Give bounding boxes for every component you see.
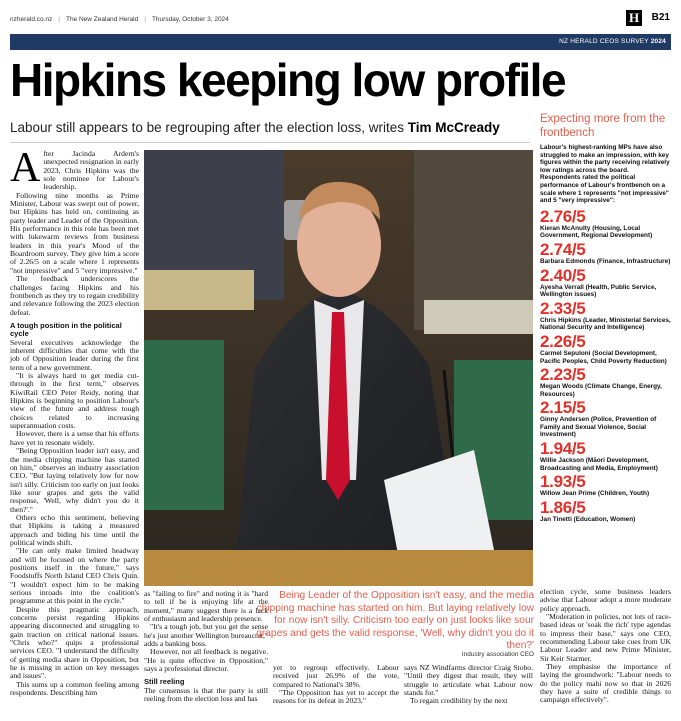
standfirst [10,120,530,136]
score-value: 2.40/5 [540,265,586,285]
score-label: Ginny Andersen (Police, Prevention of Family and Sexual Violence, Social Investment) [540,416,657,439]
score-item [540,241,671,266]
score-label: Kieran McAnulty (Housing, Local Government, Regional Development) [540,224,653,240]
score-item [540,267,671,299]
score-item [540,208,671,240]
byline-author: Tim McCready [407,120,500,135]
issue-date: Thursday, October 3, 2024 [151,15,229,23]
body-paragraph: Others echo this sentiment, believing that Hipkins is taking a measured approach and biding his time until the political winds shift. [10,512,139,547]
body-paragraph: Despite this pragmatic approach, concerns persist regarding Hipkins appearing disconnected and struggling to gain traction on critical national issues. "Chris who?" quips a professional services CEO. "I understand the difficulty of getting media share in Opposition, but he is missing in action on key messages and issues". [10,604,139,681]
pull-quote: Being Leader of the Opposition isn't easy, and the media chipping machine has started on him. But laying relatively low for now isn't silly. Criticism too early on just looks like sour grapes and gets the valid response, 'Well, why didn't you do it then?' [256,590,534,651]
score-item [540,499,671,524]
score-label: Chris Hipkins (Leader, Ministerial Services, National Security and Intelligence) [540,316,671,332]
score-value: 2.76/5 [540,206,586,226]
pull-quote-attribution: Industry association CEO [461,651,534,658]
body-paragraph: says NZ Windfarms director Craig Stobo. "Until they digest that result, they will struggle to articulate what Labour now stands for." [404,663,533,698]
body-paragraph: The feedback underscores the challenges facing Hipkins and his frontbench as they try to regain credibility and relevance following the 2023 election defeat. [10,274,139,317]
score-item [540,300,671,332]
score-value: 2.26/5 [540,331,586,351]
body-paragraph: They emphasise the importance of laying the groundwork: "Labour needs to do the policy mahi now so that in 2026 they have a suite of credible things to campaign effectively". [540,662,671,705]
score-item [540,440,671,472]
article-column-5 [540,588,671,705]
subheading: A tough position in the political cycle [10,320,122,339]
page-header [10,8,670,30]
score-value: 1.86/5 [540,497,586,517]
body-paragraph: election cycle, some business leaders advise that Labour adopt a more moderate policy approach. [540,587,671,613]
header-separator: | [58,15,60,23]
publication-name: The New Zealand Herald [65,15,139,23]
article-column-3 [273,664,399,706]
lead-paragraph [10,145,139,192]
score-value: 2.74/5 [540,239,586,259]
sidebar-title: Expecting more from the frontbench [540,113,666,139]
divider [10,142,530,143]
body-paragraph: "It is always hard to get media cut-through in the first term," observes KiwiRail CEO Peter Reidy, noting that Hipkins is beginning to position Labour's view of the future and address tough choices related to increasing superannuation costs. [10,371,139,431]
page-number: B21 [651,12,670,23]
score-label: Ayesha Verrall (Health, Public Service, Wellington issues) [540,283,657,299]
headline: Hipkins keeping low profile [10,54,566,106]
body-paragraph: This sums up a common feeling among respondents. Describing him [10,679,139,698]
score-item [540,333,671,365]
score-item [540,473,671,498]
body-paragraph: However, not all feedback is negative. "He is quite effective in Opposition," says a professional director. [144,647,268,674]
score-item [540,366,671,398]
score-label: Willie Jackson (Māori Development, Broadcasting and Media, Employment) [540,457,658,472]
article-column-1 [10,145,139,698]
body-paragraph: However, there is a sense that his efforts have yet to resonate widely. [10,429,139,447]
score-label: Carmel Sepuloni (Social Development, Pacific Peoples, Child Poverty Reduction) [540,349,667,365]
survey-banner [10,34,671,50]
standfirst-text: Labour still appears to be regrouping after the election loss, writes [10,120,408,135]
score-label: Jan Tinetti (Education, Women) [540,515,636,523]
survey-year: 2024 [650,38,666,45]
score-item [540,399,671,439]
score-value: 2.33/5 [540,298,586,318]
score-label: Megan Woods (Climate Change, Energy, Resources) [540,383,662,398]
survey-label: NZ HERALD CEOS SURVEY [559,38,651,45]
body-paragraph: To regain credibility by the next [410,696,508,706]
drop-cap: A [10,145,41,191]
body-paragraph: as "failing to fire" and noting it is "hard to tell if he is enjoying life at the moment," many suggest there is a lack of enthusiasm and leadership presence. [144,589,268,624]
body-paragraph: Several executives acknowledge the inherent difficulties that come with the job of Opposition leader during the first term of a new government. [10,337,139,372]
article-column-4 [404,664,533,706]
body-paragraph: The consensus is that the party is still reeling from the election loss and has [144,685,268,704]
score-label: Willow Jean Prime (Children, Youth) [540,490,650,498]
score-label: Barbara Edmonds (Finance, Infrastructure) [540,257,671,265]
score-value: 1.93/5 [540,472,586,492]
body-paragraph: "The Opposition has yet to accept the reasons for its defeat in 2023," [273,688,399,706]
header-separator: | [144,15,146,23]
body-paragraph: "Moderation in policies, not lots of race-based ideas or 'soak the rich' type agendas to impress their base," says one CEO, recommending Labour take cues from UK Labour Leader and new Prime Minister, Sir Keir Starmer. [540,612,671,663]
subheading: Still reeling [144,677,185,687]
body-paragraph: Following nine months as Prime Minister, Labour was swept out of power, but Hipkins has held on, continuing as party leader and Leader of the Opposition. His performance in this role has been met with lukewarm reviews from business leaders in this year's Mood of the Boardroom survey. They give him a score of 2.26/5 on a scale where 1 represents "not impressive" and 5 "very impressive." [10,190,139,275]
score-value: 2.23/5 [540,365,586,385]
herald-logo-icon: H [626,10,642,26]
sidebar-intro: Labour's highest-ranking MPs have also struggled to make an impression, with key figures within the party receiving relatively low ratings across the board. Respondents rated the political performance of Labour's frontbench on a scale where 1 represents "not impressive" and 5 "very impressive": [540,144,670,205]
site-name: nzherald.co.nz [10,15,53,23]
body-paragraph: "He can only make limited headway and will be focused on where the party positions itself in the future," says Foodstuffs North Island CEO Chris Quin. "I wouldn't expect him to be making serious inroads into the coalition's programme at this point in the cycle." [10,546,139,606]
score-value: 1.94/5 [540,439,586,459]
photo-illustration [144,150,533,586]
score-value: 2.15/5 [540,398,586,418]
frontbench-sidebar [540,113,671,524]
body-paragraph: "It's a tough job, but you get the sense he's just another Wellington bureaucrat," adds a banking boss. [144,622,268,649]
body-paragraph: "Being Opposition leader isn't easy, and the media chipping machine has started on him," observes an industry association CEO. "But laying relatively low for now isn't silly. Criticism too early on just looks like sour grapes and gets the valid response, 'Well, why didn't you do it then?'." [10,446,139,514]
lead-text: fter Jacinda Ardern's unexpected resignation in early 2023, Chris Hipkins was the sole nominee for Labour's leadership. [43,149,139,192]
body-paragraph: yet to regroup effectively. Labour received just 26.9% of the vote, compared to National's 38%. [273,663,399,689]
article-column-2 [144,590,268,704]
photo-chris-hipkins [144,150,533,586]
